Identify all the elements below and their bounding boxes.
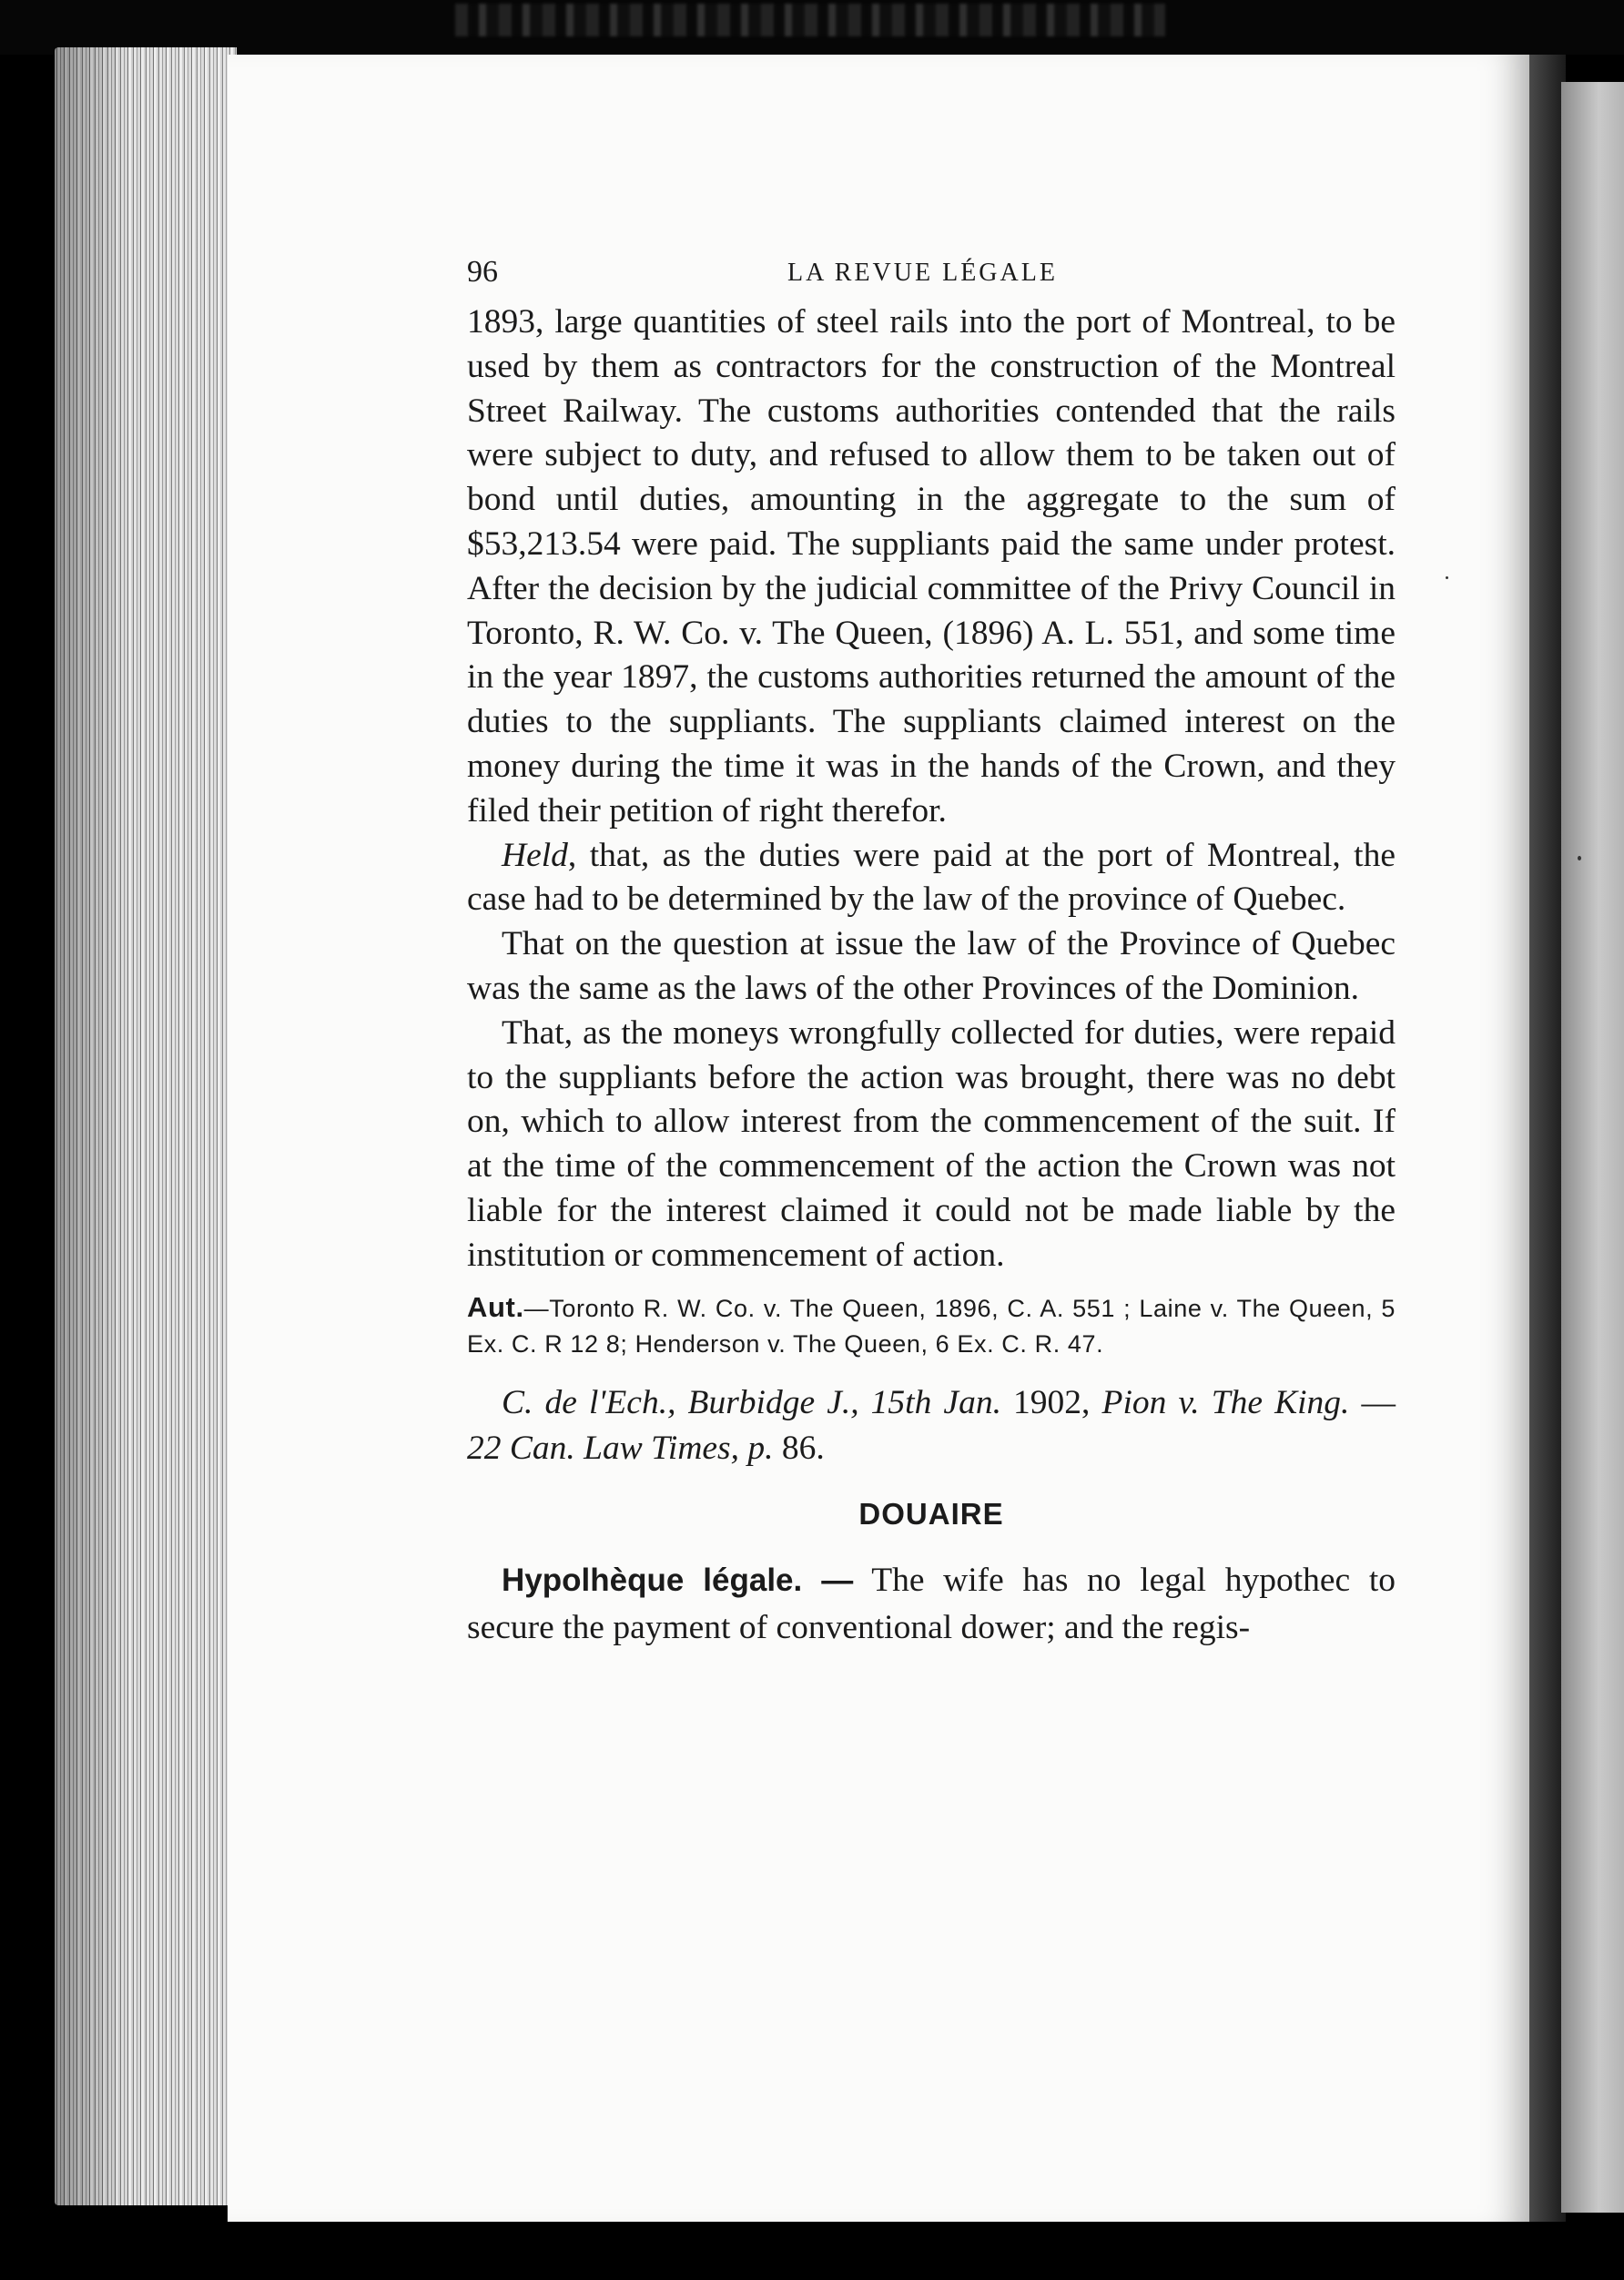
blurred-spine-text [455, 4, 1165, 36]
paragraph-quebec-law: That on the question at issue the law of the Province of Quebec was the same as the laws of the other Provinces of the Dominion. [467, 925, 1396, 1007]
authorities [467, 1289, 1396, 1362]
section-paragraph [467, 1557, 1396, 1652]
page-number: 96 [467, 255, 498, 289]
section-heading: DOUAIRE [858, 1496, 1004, 1531]
page-edges-stack [55, 47, 237, 2205]
paragraph-facts: 1893, large quantities of steel rails into the port of Montreal, to be used by them as contractors for the construction of the Montreal Street Railway. The customs authorities contended that the rails were subject to duty, and refused to allow them to be taken out of bond until duties, amounting in the aggregate to the sum of $53,213.54 were paid. The suppliants paid the same under protest. After the decision by the judicial committee of the Privy Council in Toronto, R. W. Co. v. The Queen, (1896) A. L. 551, and some time in the year 1897, the customs authorities returned the amount of the duties to the suppliants. The suppliants claimed interest on the money during the time it was in the hands of the Crown, and they filed their petition of right therefor. [467, 303, 1396, 830]
citation-case: Pion v. The King. [1101, 1383, 1350, 1421]
dust-speck [1446, 576, 1448, 579]
case-citation [467, 1380, 1396, 1471]
running-head [467, 246, 1396, 300]
section-text: The wife has no legal hypothec to secure the payment of conventional dower; and the regis- [467, 1561, 1396, 1646]
citation-year: 1902, [1000, 1383, 1102, 1421]
held-label: Held [502, 836, 568, 874]
book-gutter [1529, 55, 1566, 2222]
journal-title: LA REVUE LÉGALE [787, 259, 1058, 287]
citation-separator: — [1349, 1383, 1396, 1421]
authorities-text: —Toronto R. W. Co. v. The Queen, 1896, C. A. 551 ; Laine v. The Queen, 5 Ex. C. R 12 8; Henderson v. The Queen, 6 Ex. C. R. 47. [467, 1294, 1396, 1358]
dust-speck [1578, 856, 1581, 860]
section-lead: Hypolhèque légale. — [502, 1562, 854, 1598]
facing-page-edge [1561, 82, 1624, 2213]
top-dark-band [0, 0, 1624, 55]
citation-court: C. de l'Ech., Burbidge J., 15th Jan. [502, 1383, 1001, 1421]
paragraph-held [467, 834, 1396, 923]
paragraph-interest: That, as the moneys wrongfully collected for duties, were repaid to the suppliants before the action was brought, there was no debt on, which to allow interest from the commencement of the suit. If at the time of the commencement of the action the Crown was not liable for the interest claimed it could not be made liable by the institution or commencement of action. [467, 1013, 1396, 1274]
held-text: , that, as the duties were paid at the port of Montreal, the case had to be determined by the law of the province of Quebec. [467, 836, 1396, 919]
page-content [467, 246, 1396, 1685]
citation-report: 22 Can. Law Times, p. [467, 1429, 774, 1467]
citation-page: 86. [773, 1429, 825, 1467]
authorities-label: Aut. [467, 1290, 524, 1323]
